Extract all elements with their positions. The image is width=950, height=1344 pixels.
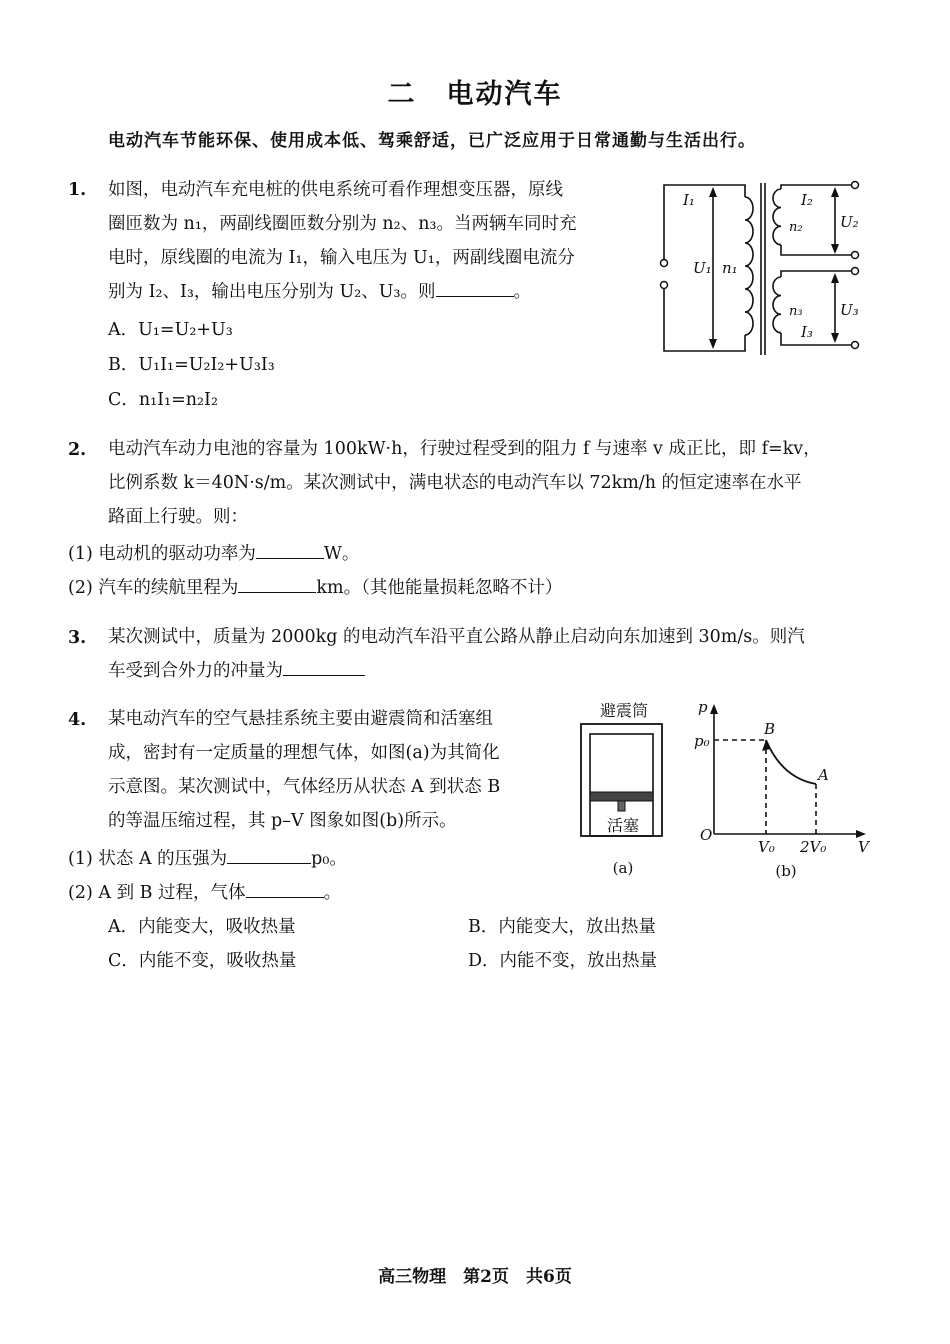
label-I2: I₂ xyxy=(801,191,813,209)
q2-sub1-blank[interactable] xyxy=(256,540,324,559)
transformer-diagram xyxy=(655,175,865,360)
q3-line-1: 某次测试中，质量为 2000kg 的电动汽车沿平直公路从静止启动向东加速到 30m/s。则汽 xyxy=(108,627,805,647)
option-text: n₁I₁=n₂I₂ xyxy=(138,390,218,410)
label-I3: I₃ xyxy=(801,323,813,341)
q2-sub2 xyxy=(68,574,562,599)
primary-terminal-top xyxy=(661,260,668,267)
q1-number: 1. xyxy=(68,180,87,200)
option-letter: B． xyxy=(468,917,499,937)
label-n3: n₃ xyxy=(789,304,803,319)
piston-head xyxy=(590,792,653,801)
label-U3: U₃ xyxy=(840,301,859,319)
sec2-coil xyxy=(773,277,781,333)
q4-sub1-unit: p₀。 xyxy=(311,849,347,869)
piston-rod xyxy=(618,801,625,811)
q1-option-a[interactable] xyxy=(108,316,233,341)
q1-line-4-text: 别为 I₂、I₃，输出电压分别为 U₂、U₃。则 xyxy=(108,282,436,302)
v-axis-arrow xyxy=(856,830,866,838)
isotherm-curve xyxy=(766,740,816,784)
q4-sub2-label: (2) xyxy=(68,883,93,903)
q2-sub1-unit: W。 xyxy=(323,544,360,564)
q4-sub2-text: A 到 B 过程，气体 xyxy=(98,883,246,903)
q4-sub1 xyxy=(68,845,347,870)
sec2-bottom-wire xyxy=(781,333,852,345)
q3-line-2-text: 车受到合外力的冲量为 xyxy=(108,661,283,681)
option-letter: B． xyxy=(108,355,139,375)
sec2-top-wire xyxy=(781,271,852,277)
point-b-label: B xyxy=(764,720,776,738)
label-n1: n₁ xyxy=(722,259,738,277)
primary-top-wire xyxy=(664,185,745,259)
q1-line-2: 圈匝数为 n₁，两副线圈匝数分别为 n₂、n₃。当两辆车同时充 xyxy=(108,214,577,234)
q3-number: 3. xyxy=(68,628,87,648)
sec1-terminal-top xyxy=(852,182,859,189)
q1-line-4 xyxy=(108,275,576,309)
q2-stem xyxy=(108,432,821,534)
sec1-coil xyxy=(773,189,781,245)
q4-option-c[interactable] xyxy=(108,947,296,972)
q2-sub1-text: 电动机的驱动功率为 xyxy=(98,544,256,564)
q1-stem xyxy=(108,173,576,309)
q2-sub1 xyxy=(68,540,359,565)
option-letter: A． xyxy=(108,917,139,937)
option-text: 内能变大，吸收热量 xyxy=(138,917,296,937)
p-axis-arrow xyxy=(710,704,718,714)
sec2-terminal-bottom xyxy=(852,342,859,349)
q3-answer-blank[interactable] xyxy=(283,657,365,676)
option-text: U₁=U₂+U₃ xyxy=(138,320,233,340)
label-U2: U₂ xyxy=(840,213,859,231)
q2-sub1-label: (1) xyxy=(68,544,93,564)
q1-line-3: 电时，原线圈的电流为 I₁，输入电压为 U₁，两副线圈电流分 xyxy=(108,248,575,268)
origin-label: O xyxy=(700,826,713,844)
option-text: 内能变大，放出热量 xyxy=(498,917,656,937)
q1-option-c[interactable] xyxy=(108,386,218,411)
q2-sub2-label: (2) xyxy=(68,578,93,598)
q3-stem xyxy=(108,620,805,688)
pv-graph xyxy=(694,696,874,886)
primary-bottom-wire xyxy=(664,289,745,351)
q2-line-3: 路面上行驶。则： xyxy=(108,507,248,527)
cylinder-label: 避震筒 xyxy=(599,701,649,720)
option-text: U₁I₁=U₂I₂+U₃I₃ xyxy=(138,355,275,375)
primary-coil xyxy=(745,197,753,335)
q4-sub2-unit: 。 xyxy=(323,883,342,903)
q4-sub2 xyxy=(68,879,341,904)
sec1-top-wire xyxy=(781,185,852,189)
shock-absorber-diagram xyxy=(574,698,674,883)
fig-b-caption: (b) xyxy=(775,862,797,880)
fig-a-caption: (a) xyxy=(612,859,634,877)
q4-sub1-label: (1) xyxy=(68,849,93,869)
q4-line-4: 的等温压缩过程，其 p–V 图象如图(b)所示。 xyxy=(108,811,457,831)
q2-sub2-text: 汽车的续航里程为 xyxy=(98,578,239,598)
v0-label: V₀ xyxy=(758,838,775,856)
primary-terminal-bottom xyxy=(661,282,668,289)
q1-answer-blank[interactable] xyxy=(436,278,514,297)
option-letter: A． xyxy=(108,320,139,340)
option-letter: C． xyxy=(108,390,139,410)
q4-sub2-blank[interactable] xyxy=(246,879,324,898)
q4-option-d[interactable] xyxy=(468,947,657,972)
sec1-terminal-bottom xyxy=(852,252,859,259)
option-letter: D． xyxy=(468,951,500,971)
q4-stem xyxy=(108,702,500,838)
sec1-bottom-wire xyxy=(781,245,852,255)
q3-line-2 xyxy=(108,654,805,688)
q2-line-2: 比例系数 k＝40N·s/m。某次测试中，满电状态的电动汽车以 72km/h 的恒定速率在水平 xyxy=(108,473,802,493)
2v0-label: 2V₀ xyxy=(800,838,827,856)
p0-label: p₀ xyxy=(694,732,710,750)
q1-line-1: 如图，电动汽车充电桩的供电系统可看作理想变压器，原线 xyxy=(108,180,563,200)
label-I1: I₁ xyxy=(683,191,695,209)
q4-line-2: 成，密封有一定质量的理想气体，如图(a)为其简化 xyxy=(108,743,500,763)
v-axis-label: V xyxy=(858,838,869,856)
q4-option-b[interactable] xyxy=(468,913,656,938)
section-heading: 电动汽车 xyxy=(446,79,563,110)
label-n2: n₂ xyxy=(789,220,803,235)
q4-option-a[interactable] xyxy=(108,913,296,938)
q2-line-1: 电动汽车动力电池的容量为 100kW·h，行驶过程受到的阻力 f 与速率 v 成正比，即 f=kv， xyxy=(108,439,821,459)
q4-number: 4. xyxy=(68,710,87,730)
sec2-terminal-top xyxy=(852,268,859,275)
q2-sub2-unit: km。（其他能量损耗忽略不计） xyxy=(316,578,563,598)
point-a-label: A xyxy=(818,766,829,784)
piston-label: 活塞 xyxy=(606,816,640,835)
section-title xyxy=(0,72,950,111)
q1-option-b[interactable] xyxy=(108,351,275,376)
section-number: 二 xyxy=(387,79,417,110)
q2-number: 2. xyxy=(68,440,87,460)
q2-sub2-blank[interactable] xyxy=(238,574,316,593)
q4-line-1: 某电动汽车的空气悬挂系统主要由避震筒和活塞组 xyxy=(108,709,493,729)
option-text: 内能不变，吸收热量 xyxy=(138,951,297,971)
q4-sub1-text: 状态 A 的压强为 xyxy=(98,849,228,869)
q1-end-mark: 。 xyxy=(513,282,532,302)
section-intro: 电动汽车节能环保、使用成本低、驾乘舒适，已广泛应用于日常通勤与生活出行。 xyxy=(108,131,756,151)
p-axis-label: p xyxy=(698,698,708,716)
option-text: 内能不变，放出热量 xyxy=(499,951,658,971)
q4-line-3: 示意图。某次测试中，气体经历从状态 A 到状态 B xyxy=(108,777,501,797)
label-U1: U₁ xyxy=(693,259,712,277)
page-footer: 高三物理 第2页 共6页 xyxy=(378,1267,572,1287)
q4-sub1-blank[interactable] xyxy=(227,845,311,864)
option-letter: C． xyxy=(108,951,139,971)
